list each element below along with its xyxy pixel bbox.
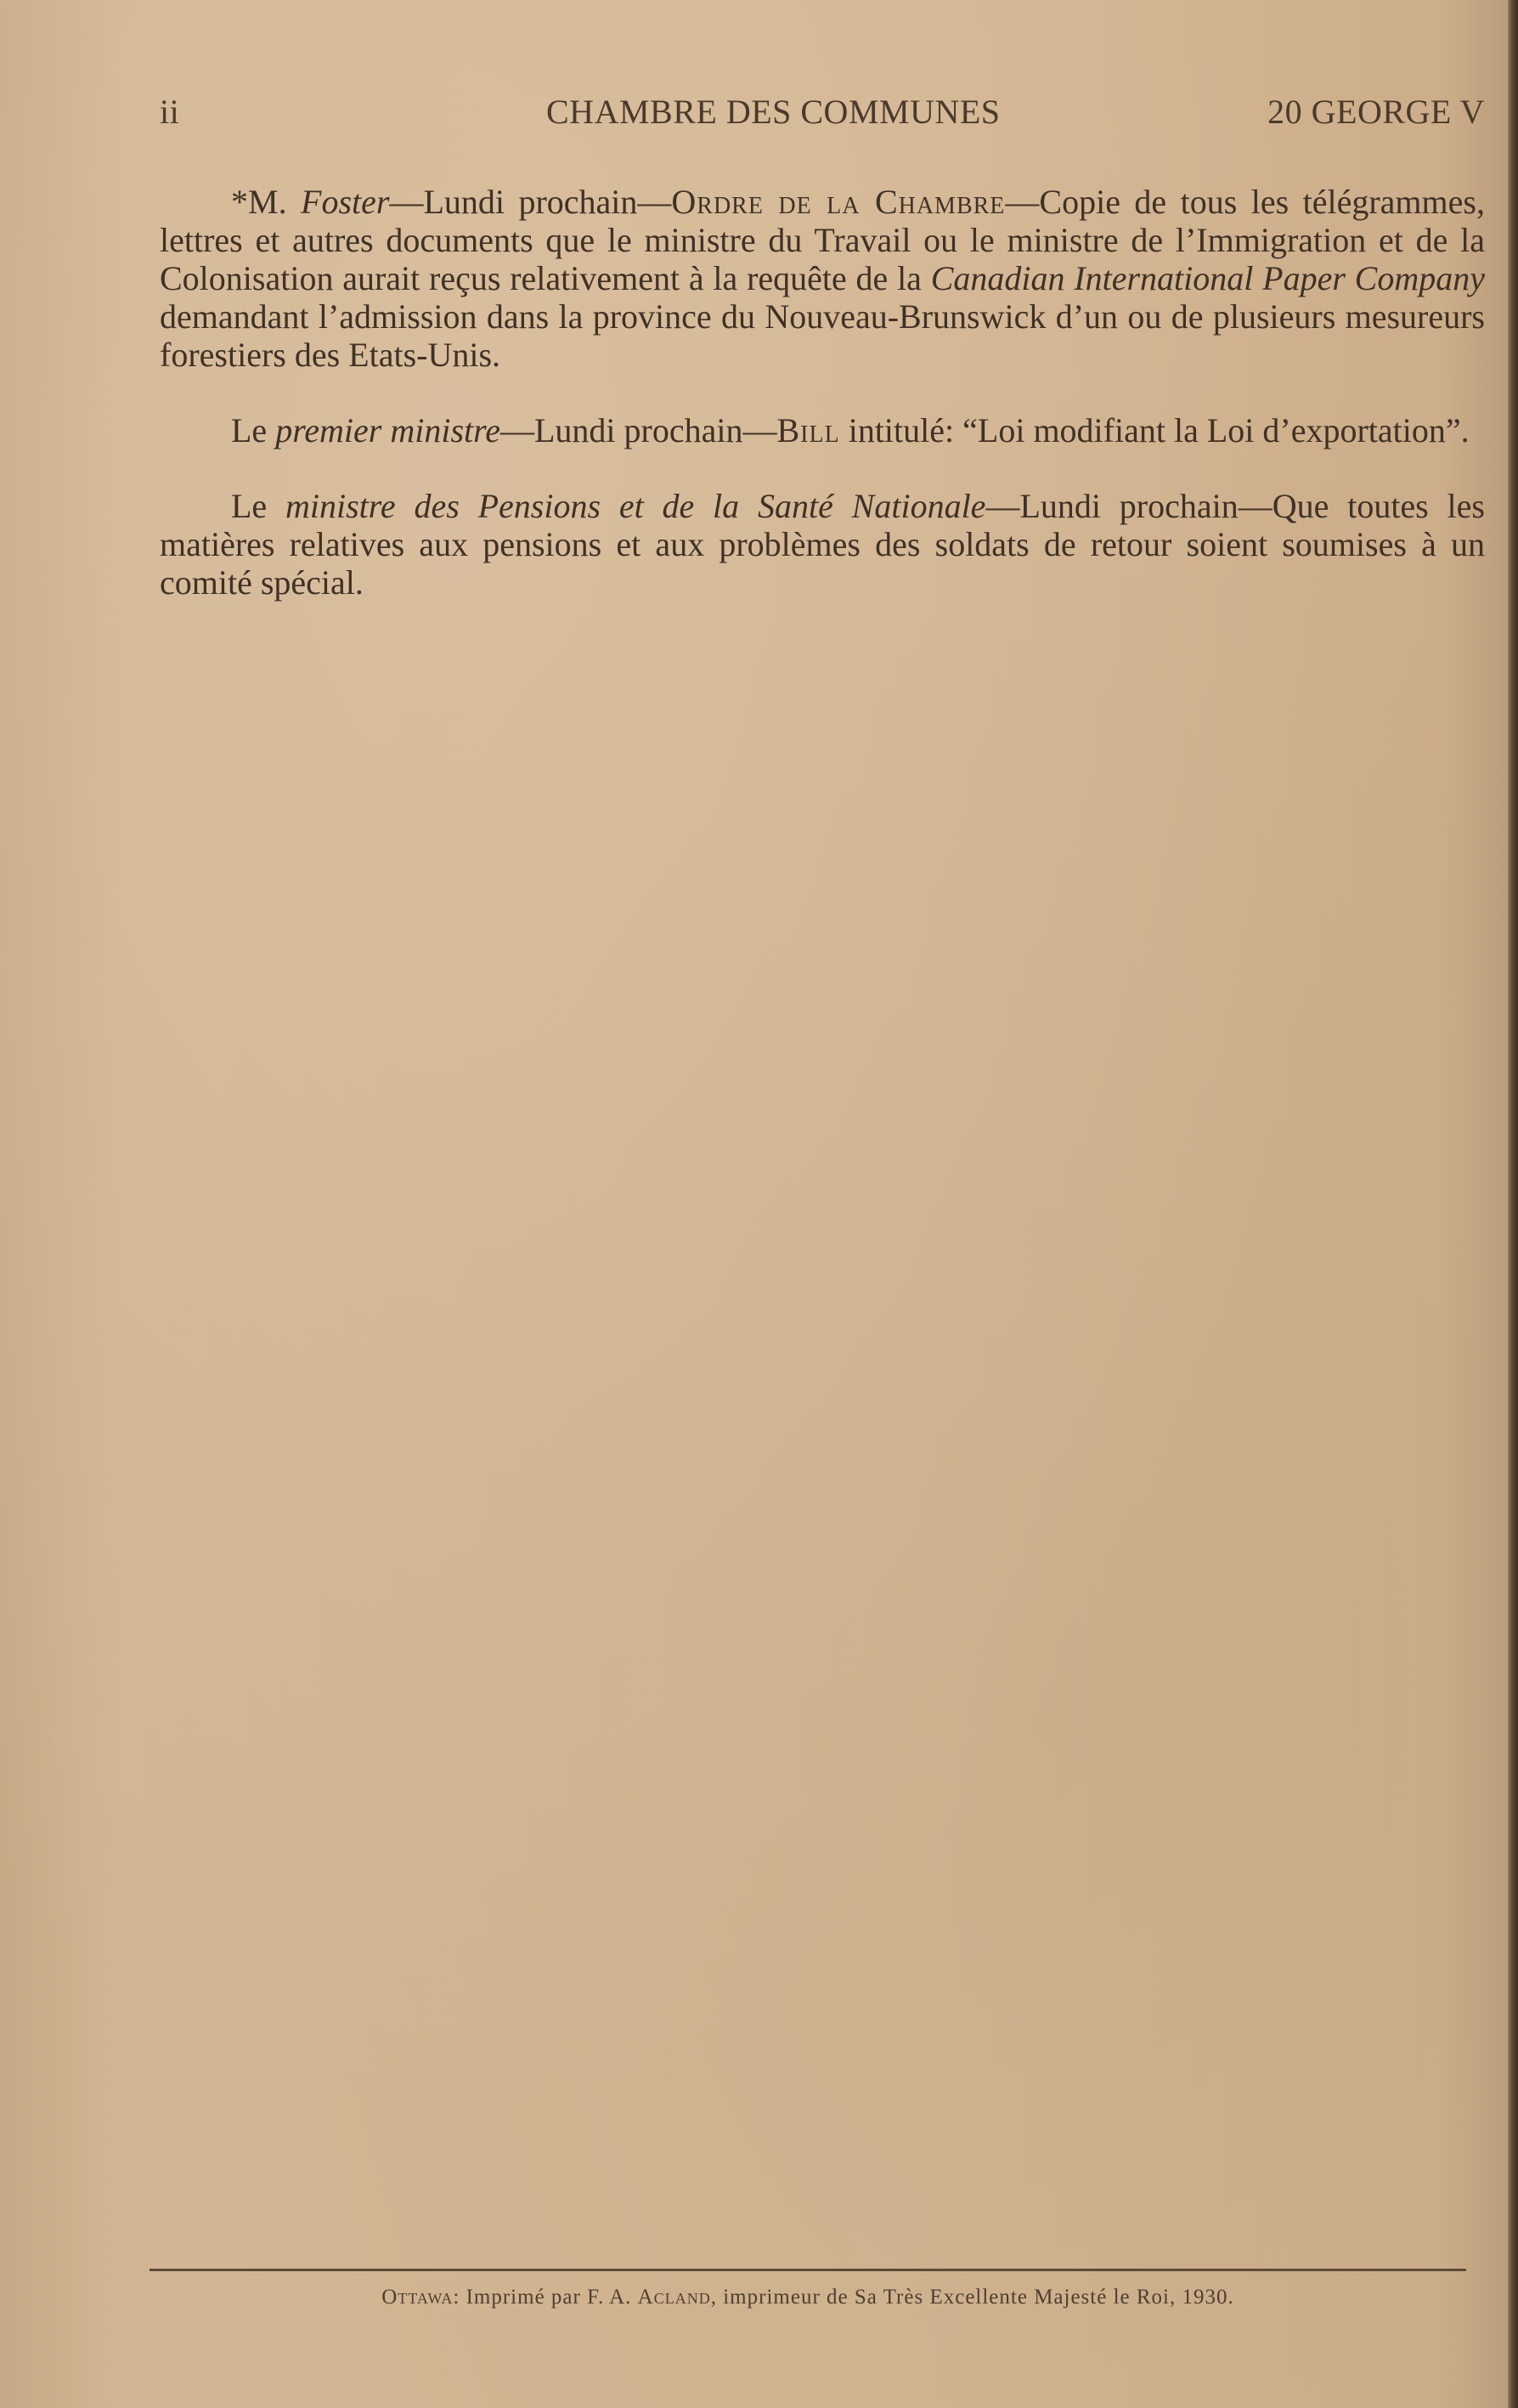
notice-lead: —Lundi prochain—	[985, 487, 1273, 525]
notice-kind: Ordre de la Chambre	[671, 183, 1006, 221]
imprint-end: , imprimeur de Sa Très Excellente Majesté le Roi, 1930.	[710, 2286, 1234, 2309]
imprint-city: Ottawa	[381, 2286, 454, 2309]
printer-imprint	[150, 2286, 1466, 2309]
notice-prefix: Le	[231, 411, 276, 449]
notice-company: Canadian International Paper Company	[930, 259, 1485, 297]
notice-lead: —Lundi prochain—	[389, 183, 672, 221]
notice-kind: Bill	[776, 411, 840, 449]
notice-premier-ministre	[160, 411, 1485, 449]
notice-foster	[160, 183, 1485, 374]
book-spine-edge	[1508, 0, 1518, 2408]
notice-body: —Copie de tous les télégrammes, lettres et autres documents que le ministre du Travail ou le ministre de l’Immigration et de la Colonisation aurait reçus relativement à la requête de la	[160, 183, 1485, 297]
notice-body: Que toutes les matières relatives aux pensions et aux problèmes des soldats de retour soient soumises à un comité spécial.	[160, 487, 1485, 602]
notice-prefix: *M.	[231, 183, 302, 221]
footer-rule	[150, 2269, 1466, 2271]
notice-member: ministre des Pensions et de la Santé Nationale	[285, 487, 986, 525]
notice-lead: —Lundi prochain—	[499, 411, 777, 449]
notice-member: premier ministre	[275, 411, 500, 449]
imprint-printer: Acland	[637, 2286, 711, 2309]
imprint-text: : Imprimé par F. A.	[453, 2286, 638, 2309]
notice-ministre-pensions	[160, 487, 1485, 602]
header-session: 20 GEORGE V	[1267, 93, 1485, 131]
running-header	[160, 92, 1485, 134]
notice-body-end: demandant l’admission dans la province du Nouveau-Brunswick d’un ou de plusieurs mesureurs forestiers des Etats-Unis.	[160, 297, 1485, 374]
header-title: CHAMBRE DES COMMUNES	[546, 93, 1001, 131]
notice-body: intitulé: “Loi modifiant la Loi d’exportation”.	[839, 411, 1470, 449]
notice-list	[160, 183, 1485, 639]
notice-member: Foster	[301, 183, 390, 221]
notice-prefix: Le	[231, 487, 285, 525]
page-number: ii	[160, 93, 180, 131]
